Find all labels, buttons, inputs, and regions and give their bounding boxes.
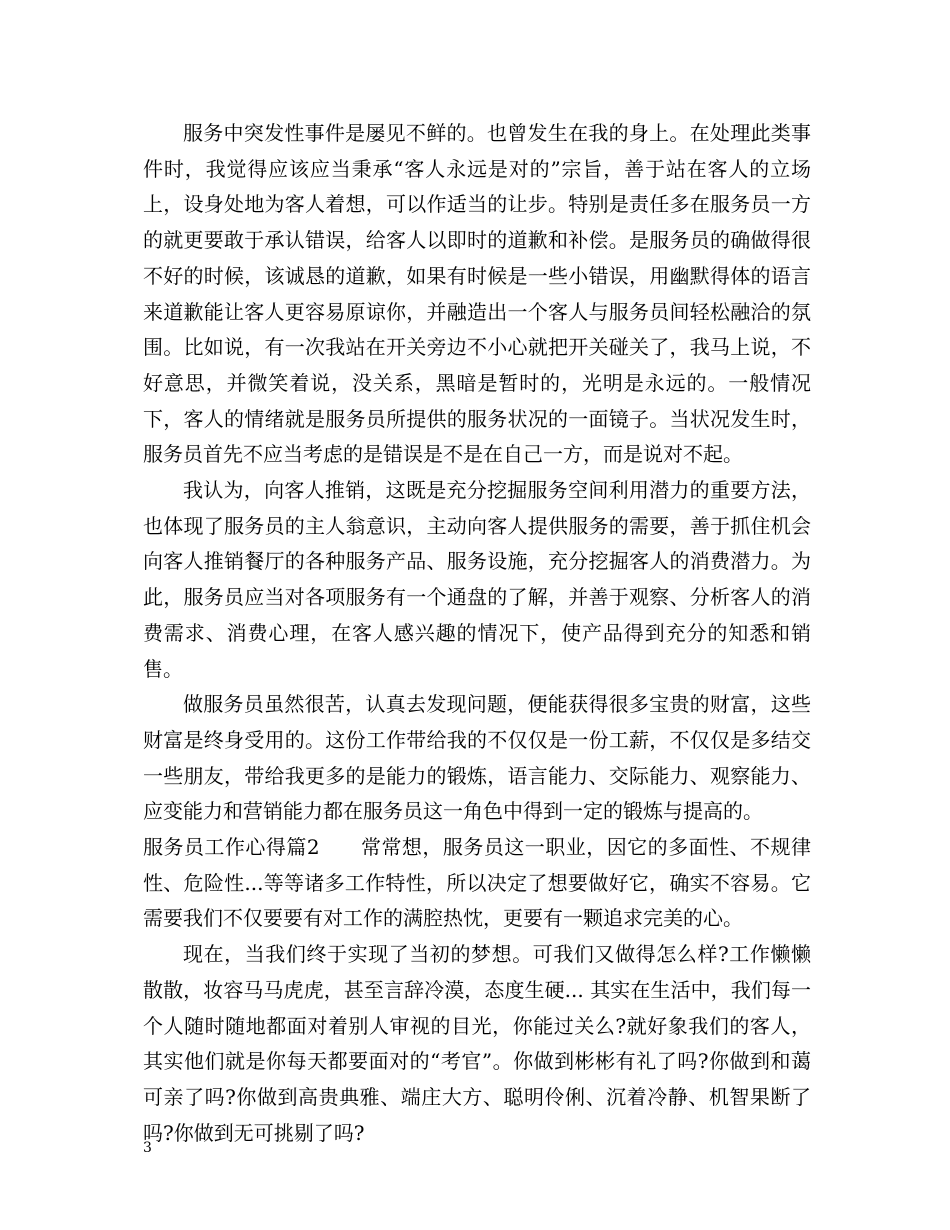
paragraph-4-heading: 服务员工作心得篇2 常常想，服务员这一职业，因它的多面性、不规律性、危险性...等等诸多工作特性，所以决定了想要做好它，确实不容易。它需要我们不仅要要有对工作的满腔热忱，更要有一颗追求完美的心。 <box>143 835 811 931</box>
paragraph-1: 服务中突发性事件是屡见不鲜的。也曾发生在我的身上。在处理此类事件时，我觉得应该应当秉承“客人永远是对的”宗旨，善于站在客人的立场上，设身处地为客人着想，可以作适当的让步。特别是责任多在服务员一方的就更要敢于承认错误，给客人以即时的道歉和补偿。是服务员的确做得很不好的时候，该诚恳的道歉，如果有时候是一些小错误，用幽默得体的语言来道歉能让客人更容易原谅你，并融造出一个客人与服务员间轻松融洽的氛围。比如说，有一次我站在开关旁边不小心就把开关碰关了，我马上说，不好意思，并微笑着说，没关系，黑暗是暂时的，光明是永远的。一般情况下，客人的情绪就是服务员所提供的服务状况的一面镜子。当状况发生时，服务员首先不应当考虑的是错误是不是在自己一方，而是说对不起。 <box>143 121 811 467</box>
paragraph-3: 做服务员虽然很苦，认真去发现问题，便能获得很多宝贵的财富，这些财富是终身受用的。这份工作带给我的不仅仅是一份工薪，不仅仅是多结交一些朋友，带给我更多的是能力的锻炼，语言能力、交际能力、观察能力、应变能力和营销能力都在服务员这一角色中得到一定的锻炼与提高的。 <box>143 692 811 824</box>
page-number: 3 <box>143 1140 152 1156</box>
paragraph-5: 现在，当我们终于实现了当初的梦想。可我们又做得怎么样?工作懒懒散散，妆容马马虎虎，甚至言辞冷漠，态度生硬... 其实在生活中，我们每一个人随时随地都面对着别人审视的目光，你能过关么?就好象我们的客人，其实他们就是你每天都要面对的“考官”。你做到彬彬有礼了吗?你做到和蔼可亲了吗?你做到高贵典雅、端庄大方、聪明伶俐、沉着冷静、机智果断了吗?你做到无可挑剔了吗? <box>143 942 811 1145</box>
paragraph-2: 我认为，向客人推销，这既是充分挖掘服务空间利用潜力的重要方法，也体现了服务员的主人翁意识，主动向客人提供服务的需要，善于抓住机会向客人推销餐厅的各种服务产品、服务设施，充分挖掘客人的消费潜力。为此，服务员应当对各项服务有一个通盘的了解，并善于观察、分析客人的消费需求、消费心理，在客人感兴趣的情况下，使产品得到充分的知悉和销售。 <box>143 478 811 681</box>
body-text <box>143 116 811 1151</box>
